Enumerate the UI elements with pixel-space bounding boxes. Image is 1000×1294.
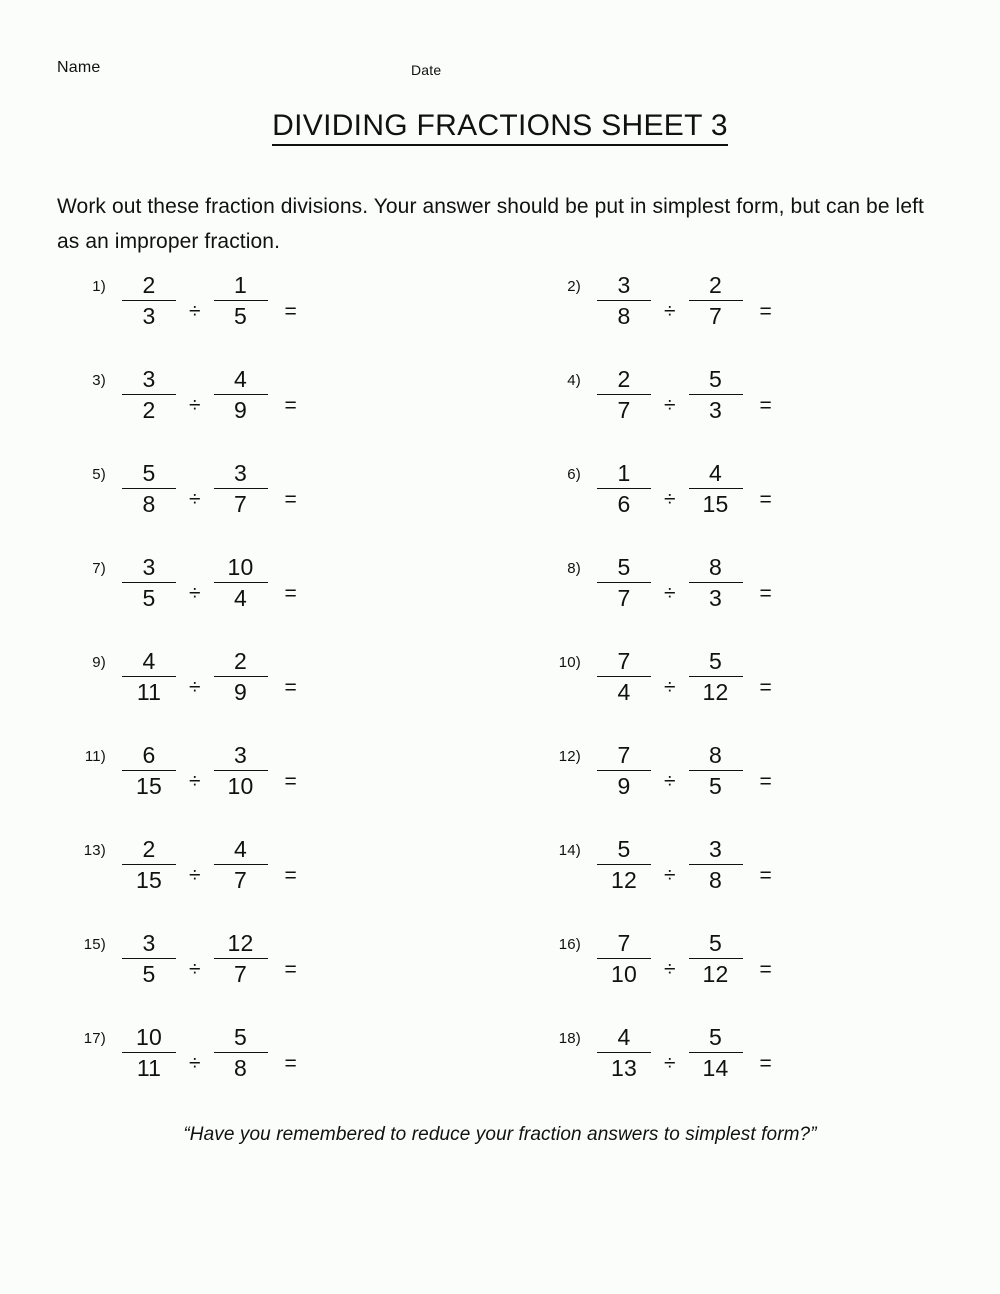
problem-expression xyxy=(581,366,772,424)
fraction-bar xyxy=(689,582,743,583)
problem-expression xyxy=(581,1024,772,1082)
equals-sign: = xyxy=(284,864,297,887)
worksheet-header xyxy=(0,58,1000,82)
problem-4 xyxy=(541,366,772,438)
problem-8 xyxy=(541,554,772,626)
equals-sign: = xyxy=(284,488,297,511)
division-operator-icon: ÷ xyxy=(189,582,201,605)
problem-expression xyxy=(106,836,297,894)
numerator: 3 xyxy=(142,366,156,392)
page-title xyxy=(0,108,1000,144)
denominator: 8 xyxy=(617,303,631,329)
date-label: Date xyxy=(411,62,442,78)
division-operator-icon: ÷ xyxy=(664,958,676,981)
denominator: 11 xyxy=(136,679,162,705)
divisor-fraction xyxy=(685,272,747,330)
problem-row xyxy=(0,366,1000,460)
numerator: 5 xyxy=(709,1024,723,1050)
dividend-fraction xyxy=(118,554,180,612)
instructions-text: Work out these fraction divisions. Your answer should be put in simplest form, but can be left as an improper fraction. xyxy=(57,195,924,253)
fraction-bar xyxy=(597,676,651,677)
denominator: 5 xyxy=(142,585,156,611)
problem-number: 12) xyxy=(558,748,581,765)
denominator: 4 xyxy=(617,679,631,705)
equals-sign: = xyxy=(284,394,297,417)
equals-sign: = xyxy=(284,676,297,699)
division-operator-icon: ÷ xyxy=(664,300,676,323)
denominator: 10 xyxy=(227,773,254,799)
fraction-bar xyxy=(597,582,651,583)
divisor-fraction xyxy=(685,554,747,612)
problem-expression xyxy=(106,272,297,330)
problem-expression xyxy=(581,930,772,988)
problem-number: 7) xyxy=(92,560,106,577)
dividend-fraction xyxy=(118,366,180,424)
problem-11 xyxy=(66,742,297,814)
fraction-bar xyxy=(597,394,651,395)
numerator: 4 xyxy=(709,460,723,486)
divisor-fraction xyxy=(210,742,272,800)
denominator: 8 xyxy=(142,491,156,517)
problem-number: 9) xyxy=(92,654,106,671)
denominator: 9 xyxy=(234,679,248,705)
equals-sign: = xyxy=(759,676,772,699)
denominator: 7 xyxy=(234,867,248,893)
problem-row xyxy=(0,1024,1000,1118)
fraction-bar xyxy=(214,394,268,395)
denominator: 7 xyxy=(234,961,248,987)
problem-16 xyxy=(541,930,772,1002)
fraction-bar xyxy=(122,770,176,771)
division-operator-icon: ÷ xyxy=(664,582,676,605)
divisor-fraction xyxy=(210,366,272,424)
numerator: 2 xyxy=(709,272,723,298)
numerator: 1 xyxy=(234,272,248,298)
divisor-fraction xyxy=(210,930,272,988)
problem-row xyxy=(0,272,1000,366)
dividend-fraction xyxy=(118,836,180,894)
denominator: 3 xyxy=(142,303,156,329)
problem-number: 1) xyxy=(92,278,106,295)
numerator: 3 xyxy=(142,930,156,956)
denominator: 5 xyxy=(709,773,723,799)
dividend-fraction xyxy=(118,272,180,330)
problem-number: 13) xyxy=(83,842,106,859)
division-operator-icon: ÷ xyxy=(664,676,676,699)
fraction-bar xyxy=(597,1052,651,1053)
division-operator-icon: ÷ xyxy=(189,394,201,417)
equals-sign: = xyxy=(759,488,772,511)
denominator: 3 xyxy=(709,585,723,611)
numerator: 2 xyxy=(617,366,631,392)
numerator: 7 xyxy=(617,648,631,674)
dividend-fraction xyxy=(593,1024,655,1082)
problem-expression xyxy=(106,1024,297,1082)
fraction-bar xyxy=(214,676,268,677)
problem-18 xyxy=(541,1024,772,1096)
numerator: 12 xyxy=(227,930,254,956)
denominator: 15 xyxy=(136,867,162,893)
fraction-bar xyxy=(214,864,268,865)
problem-row xyxy=(0,742,1000,836)
numerator: 7 xyxy=(617,930,631,956)
division-operator-icon: ÷ xyxy=(189,770,201,793)
numerator: 3 xyxy=(709,836,723,862)
denominator: 9 xyxy=(234,397,248,423)
fraction-bar xyxy=(122,300,176,301)
fraction-bar xyxy=(214,300,268,301)
denominator: 13 xyxy=(611,1055,637,1081)
problem-row xyxy=(0,648,1000,742)
fraction-bar xyxy=(689,1052,743,1053)
fraction-bar xyxy=(689,300,743,301)
numerator: 2 xyxy=(234,648,248,674)
problem-number: 14) xyxy=(558,842,581,859)
equals-sign: = xyxy=(284,300,297,323)
divisor-fraction xyxy=(210,272,272,330)
denominator: 15 xyxy=(136,773,162,799)
divisor-fraction xyxy=(685,742,747,800)
dividend-fraction xyxy=(593,742,655,800)
problem-expression xyxy=(581,272,772,330)
page-title-text: DIVIDING FRACTIONS SHEET 3 xyxy=(272,109,728,146)
problem-number: 11) xyxy=(84,748,106,765)
problem-row xyxy=(0,930,1000,1024)
divisor-fraction xyxy=(210,836,272,894)
equals-sign: = xyxy=(284,1052,297,1075)
numerator: 3 xyxy=(142,554,156,580)
division-operator-icon: ÷ xyxy=(189,300,201,323)
numerator: 3 xyxy=(234,742,248,768)
fraction-bar xyxy=(689,394,743,395)
fraction-bar xyxy=(122,394,176,395)
fraction-bar xyxy=(214,958,268,959)
denominator: 14 xyxy=(702,1055,729,1081)
division-operator-icon: ÷ xyxy=(664,864,676,887)
problem-row xyxy=(0,554,1000,648)
dividend-fraction xyxy=(118,460,180,518)
numerator: 5 xyxy=(617,836,631,862)
equals-sign: = xyxy=(759,300,772,323)
numerator: 2 xyxy=(142,836,156,862)
divisor-fraction xyxy=(210,648,272,706)
numerator: 6 xyxy=(142,742,156,768)
problems-list xyxy=(0,272,1000,1118)
problem-9 xyxy=(66,648,297,720)
problem-expression xyxy=(581,554,772,612)
denominator: 11 xyxy=(136,1055,162,1081)
denominator: 3 xyxy=(709,397,723,423)
problem-5 xyxy=(66,460,297,532)
numerator: 5 xyxy=(709,930,723,956)
divisor-fraction xyxy=(685,460,747,518)
problem-expression xyxy=(581,460,772,518)
problem-6 xyxy=(541,460,772,532)
denominator: 7 xyxy=(617,397,631,423)
fraction-bar xyxy=(122,1052,176,1053)
problem-1 xyxy=(66,272,297,344)
divisor-fraction xyxy=(685,1024,747,1082)
dividend-fraction xyxy=(593,460,655,518)
denominator: 12 xyxy=(702,961,729,987)
equals-sign: = xyxy=(284,958,297,981)
problem-expression xyxy=(106,554,297,612)
divisor-fraction xyxy=(210,1024,272,1082)
dividend-fraction xyxy=(593,930,655,988)
fraction-bar xyxy=(597,864,651,865)
denominator: 12 xyxy=(702,679,729,705)
problem-expression xyxy=(581,836,772,894)
numerator: 2 xyxy=(142,272,156,298)
problem-15 xyxy=(66,930,297,1002)
numerator: 3 xyxy=(617,272,631,298)
fraction-bar xyxy=(597,958,651,959)
footer-note: “Have you remembered to reduce your fraction answers to simplest form?” xyxy=(183,1124,817,1145)
problem-number: 6) xyxy=(567,466,581,483)
numerator: 5 xyxy=(142,460,156,486)
problem-number: 18) xyxy=(558,1030,581,1047)
fraction-bar xyxy=(689,488,743,489)
divisor-fraction xyxy=(685,836,747,894)
dividend-fraction xyxy=(118,930,180,988)
problem-13 xyxy=(66,836,297,908)
numerator: 1 xyxy=(617,460,631,486)
problem-number: 15) xyxy=(83,936,106,953)
numerator: 10 xyxy=(136,1024,162,1050)
denominator: 5 xyxy=(142,961,156,987)
numerator: 5 xyxy=(709,648,723,674)
denominator: 10 xyxy=(611,961,637,987)
denominator: 8 xyxy=(234,1055,248,1081)
numerator: 5 xyxy=(617,554,631,580)
problem-12 xyxy=(541,742,772,814)
problem-expression xyxy=(106,648,297,706)
numerator: 8 xyxy=(709,554,723,580)
dividend-fraction xyxy=(118,1024,180,1082)
denominator: 6 xyxy=(617,491,631,517)
equals-sign: = xyxy=(759,864,772,887)
numerator: 8 xyxy=(709,742,723,768)
numerator: 4 xyxy=(234,836,248,862)
divisor-fraction xyxy=(685,930,747,988)
equals-sign: = xyxy=(284,582,297,605)
division-operator-icon: ÷ xyxy=(664,770,676,793)
name-label: Name xyxy=(57,59,101,76)
fraction-bar xyxy=(122,676,176,677)
fraction-bar xyxy=(689,770,743,771)
numerator: 5 xyxy=(234,1024,248,1050)
problem-2 xyxy=(541,272,772,344)
divisor-fraction xyxy=(685,648,747,706)
numerator: 7 xyxy=(617,742,631,768)
fraction-bar xyxy=(689,958,743,959)
denominator: 8 xyxy=(709,867,723,893)
denominator: 12 xyxy=(611,867,637,893)
denominator: 5 xyxy=(234,303,248,329)
problem-number: 16) xyxy=(558,936,581,953)
equals-sign: = xyxy=(759,770,772,793)
fraction-bar xyxy=(597,770,651,771)
division-operator-icon: ÷ xyxy=(664,1052,676,1075)
problem-number: 10) xyxy=(558,654,581,671)
division-operator-icon: ÷ xyxy=(189,1052,201,1075)
problem-number: 8) xyxy=(567,560,581,577)
divisor-fraction xyxy=(210,554,272,612)
problem-14 xyxy=(541,836,772,908)
dividend-fraction xyxy=(593,836,655,894)
dividend-fraction xyxy=(593,648,655,706)
fraction-bar xyxy=(122,488,176,489)
problem-number: 2) xyxy=(567,278,581,295)
fraction-bar xyxy=(214,488,268,489)
fraction-bar xyxy=(597,488,651,489)
fraction-bar xyxy=(122,958,176,959)
fraction-bar xyxy=(689,864,743,865)
numerator: 5 xyxy=(709,366,723,392)
fraction-bar xyxy=(597,300,651,301)
denominator: 7 xyxy=(617,585,631,611)
dividend-fraction xyxy=(118,742,180,800)
problem-expression xyxy=(106,460,297,518)
denominator: 7 xyxy=(709,303,723,329)
numerator: 4 xyxy=(234,366,248,392)
division-operator-icon: ÷ xyxy=(189,488,201,511)
problem-number: 17) xyxy=(83,1030,106,1047)
problem-expression xyxy=(581,648,772,706)
problem-17 xyxy=(66,1024,297,1096)
fraction-bar xyxy=(214,582,268,583)
problem-expression xyxy=(106,742,297,800)
denominator: 15 xyxy=(702,491,729,517)
fraction-bar xyxy=(214,770,268,771)
divisor-fraction xyxy=(685,366,747,424)
division-operator-icon: ÷ xyxy=(189,958,201,981)
equals-sign: = xyxy=(759,1052,772,1075)
problem-number: 4) xyxy=(567,372,581,389)
numerator: 4 xyxy=(617,1024,631,1050)
divisor-fraction xyxy=(210,460,272,518)
numerator: 3 xyxy=(234,460,248,486)
problem-expression xyxy=(581,742,772,800)
denominator: 7 xyxy=(234,491,248,517)
problem-10 xyxy=(541,648,772,720)
problem-3 xyxy=(66,366,297,438)
numerator: 4 xyxy=(142,648,156,674)
problem-expression xyxy=(106,366,297,424)
equals-sign: = xyxy=(759,394,772,417)
equals-sign: = xyxy=(759,958,772,981)
fraction-bar xyxy=(689,676,743,677)
numerator: 10 xyxy=(227,554,254,580)
equals-sign: = xyxy=(284,770,297,793)
problem-row xyxy=(0,460,1000,554)
fraction-bar xyxy=(122,582,176,583)
dividend-fraction xyxy=(593,554,655,612)
problem-row xyxy=(0,836,1000,930)
dividend-fraction xyxy=(593,272,655,330)
division-operator-icon: ÷ xyxy=(189,676,201,699)
denominator: 4 xyxy=(234,585,248,611)
problem-expression xyxy=(106,930,297,988)
division-operator-icon: ÷ xyxy=(664,394,676,417)
dividend-fraction xyxy=(593,366,655,424)
division-operator-icon: ÷ xyxy=(189,864,201,887)
dividend-fraction xyxy=(118,648,180,706)
equals-sign: = xyxy=(759,582,772,605)
division-operator-icon: ÷ xyxy=(664,488,676,511)
fraction-bar xyxy=(122,864,176,865)
problem-number: 5) xyxy=(92,466,106,483)
problem-number: 3) xyxy=(92,372,106,389)
problem-7 xyxy=(66,554,297,626)
denominator: 9 xyxy=(617,773,631,799)
denominator: 2 xyxy=(142,397,156,423)
fraction-bar xyxy=(214,1052,268,1053)
